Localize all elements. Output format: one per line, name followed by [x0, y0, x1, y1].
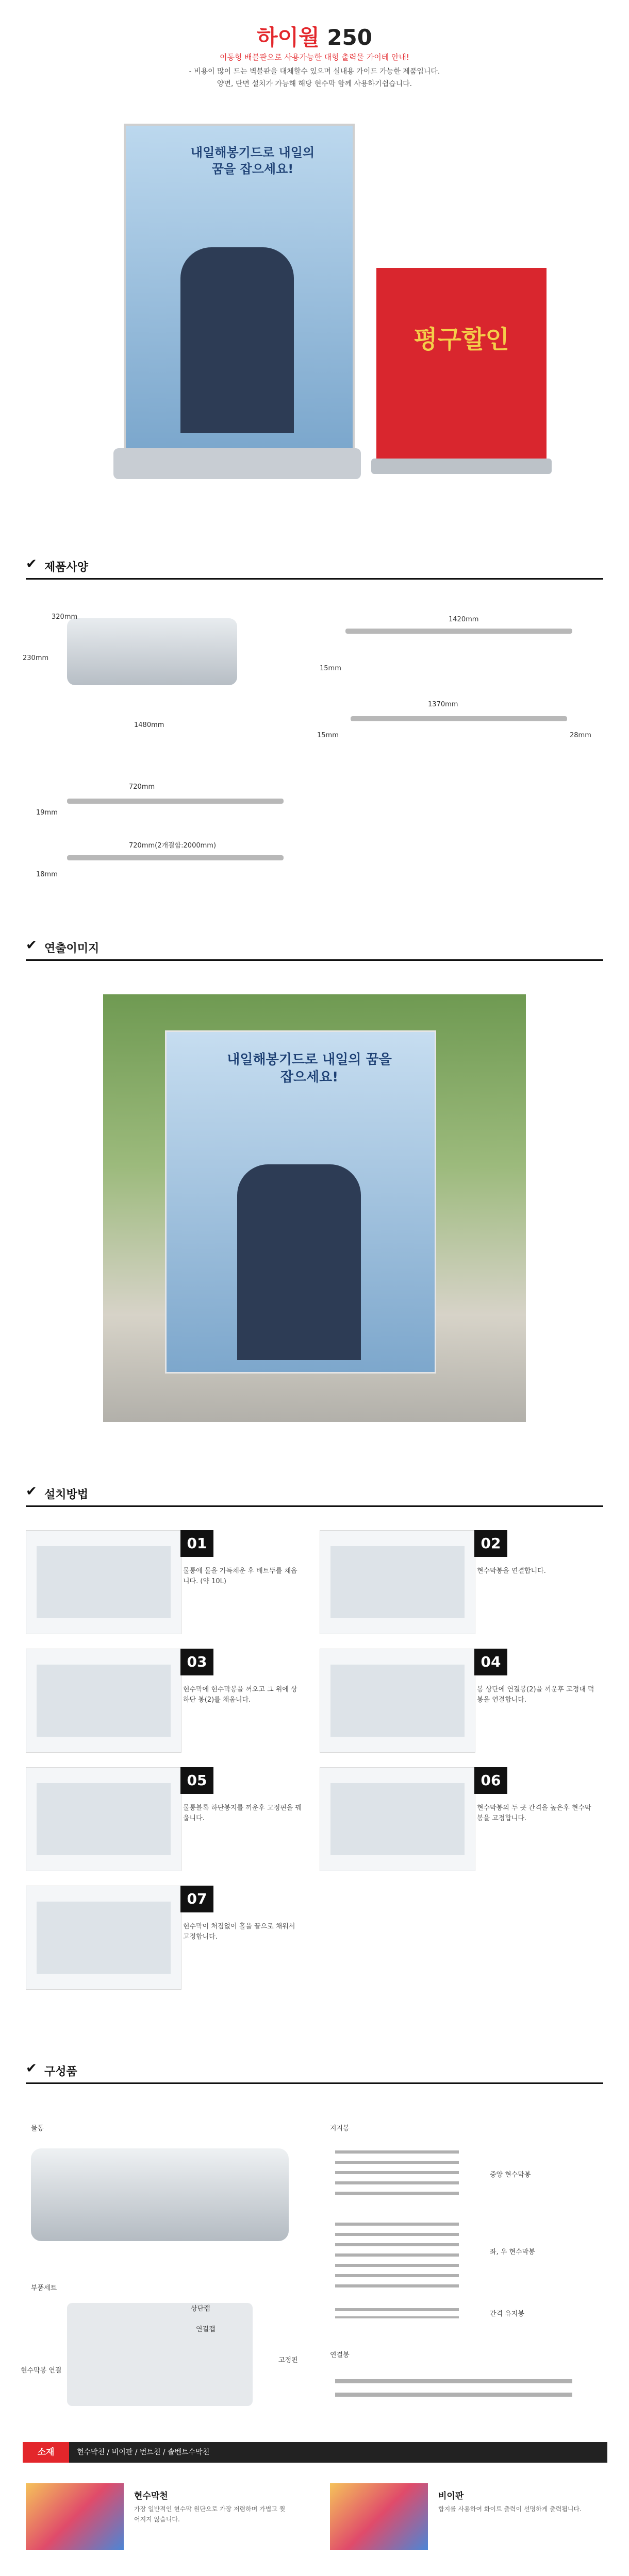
material-option: [26, 2483, 294, 2555]
section-spec-title: 제품사양: [44, 561, 89, 574]
check-icon: ✔: [26, 1484, 37, 1499]
step-text: 현수막이 처짐없이 홀을 끝으로 채워서 고정합니다.: [183, 1923, 295, 1941]
hero-poster: [376, 268, 547, 464]
page-title: [0, 21, 629, 52]
dim-label: 15mm: [320, 665, 341, 672]
step-text: 물통블록 하단봉지를 끼운후 고정핀을 꿰웁니다.: [183, 1804, 302, 1822]
step-text: 현수막봉을 연결합니다.: [477, 1567, 546, 1575]
subtitle-red: 이동형 배블판으로 사용가능한 대형 출력물 가이테 안내!: [220, 53, 409, 62]
divider: [26, 578, 603, 580]
divider: [26, 2082, 603, 2084]
dim-label: 720mm: [129, 783, 155, 791]
step-number: 07: [180, 1886, 213, 1912]
hero-banner-text: 내일해봉기드로 내일의 꿈을 잡으세요!: [190, 145, 315, 176]
step-image: [320, 1767, 475, 1871]
subtitle-line2: - 비용이 많이 드는 벽블판을 대체할수 있으며 실내용 가이드 가능한 제품입니다.: [189, 67, 440, 76]
section-compose-title: 구성품: [44, 2065, 77, 2078]
material-swatch: [330, 2483, 428, 2550]
dim-label: 1420mm: [449, 616, 479, 623]
material-desc: 가장 일반적인 현수막 원단으로 가장 저렴하며 가볍고 찢어지지 않습니다.: [134, 2505, 286, 2523]
dim-label: 1370mm: [428, 701, 458, 708]
dim-label: 1480mm: [134, 721, 164, 729]
compose-label-base: 물통: [31, 2125, 44, 2132]
compose-parts-image: [67, 2303, 253, 2406]
material-label: 소재: [23, 2442, 69, 2463]
hero-poster-base: [371, 459, 552, 474]
dim-label: 320mm: [52, 613, 78, 621]
example-photo: [103, 994, 526, 1422]
compose-part-label: 고정핀: [278, 2357, 298, 2364]
spec-pole-bottom: [351, 716, 567, 721]
section-compose: [26, 2056, 603, 2087]
dim-label: 18mm: [36, 871, 58, 878]
section-example: [26, 933, 603, 963]
title-black: 250: [327, 25, 372, 50]
step-number: 05: [180, 1767, 213, 1794]
step-image: [26, 1767, 181, 1871]
check-icon: ✔: [26, 556, 37, 572]
compose-pole-label: 중앙 현수막봉: [490, 2171, 531, 2179]
step-text: 현수막에 현수막봉을 꺼오고 그 위에 상 하단 봉(2)를 채웁니다.: [183, 1686, 297, 1704]
dim-label: 15mm: [317, 732, 339, 739]
check-icon: ✔: [26, 2061, 37, 2076]
step-text: 물통에 물을 가득채운 후 배트뚜를 채웁니다. (약 10L): [183, 1567, 297, 1585]
compose-connector-rods: [335, 2370, 572, 2401]
compose-pole-label: 간격 유지봉: [490, 2310, 524, 2318]
step-number: 06: [474, 1767, 507, 1794]
step-number: 01: [180, 1530, 213, 1557]
step-image: [26, 1649, 181, 1753]
section-spec: [26, 551, 603, 582]
compose-part-label: 상단캡: [191, 2305, 210, 2313]
subtitle-line3: 양면, 단면 설치가 가능해 해당 현수막 함께 사용하기쉽습니다.: [217, 80, 412, 88]
compose-poles-mid: [335, 2215, 459, 2287]
step-image: [320, 1649, 475, 1753]
compose-part-label: 현수막봉 연결: [21, 2367, 62, 2375]
step-number: 03: [180, 1649, 213, 1675]
step-image: [320, 1530, 475, 1634]
material-swatch: [26, 2483, 124, 2550]
spec-rod-1: [67, 799, 284, 804]
spec-base-image: [67, 618, 237, 685]
material-name: 비이판: [438, 2491, 464, 2501]
compose-base-image: [31, 2148, 289, 2241]
material-name: 현수막천: [134, 2491, 168, 2501]
hero-banner-stand: [103, 124, 371, 484]
step-text: 현수막봉의 두 곳 간격을 높은후 현수막봉을 고정합니다.: [477, 1804, 591, 1822]
step-image: [26, 1530, 181, 1634]
compose-pole-label: 좌, 우 현수막봉: [490, 2248, 535, 2256]
check-icon: ✔: [26, 938, 37, 953]
compose-poles-bot: [335, 2303, 459, 2318]
dim-label: 720mm(2개결합:2000mm): [129, 842, 217, 850]
compose-part-label: 연결캡: [196, 2326, 216, 2333]
spec-pole-top: [345, 629, 572, 634]
step-number: 04: [474, 1649, 507, 1675]
step-image: [26, 1886, 181, 1990]
step-text: 봉 상단에 연결봉(2)을 끼운후 고정대 덕봉을 연결합니다.: [477, 1686, 594, 1704]
section-install: [26, 1479, 603, 1510]
divider: [26, 1505, 603, 1507]
example-banner-text: 내일해봉기드로 내일의 꿈을 잡으세요!: [227, 1052, 392, 1085]
material-options-line: 현수막천 / 비이판 / 번트천 / 솔벤트수막천: [77, 2448, 210, 2456]
dim-label: 230mm: [23, 654, 49, 662]
hero-poster-text: 평구할인: [413, 325, 509, 354]
spec-rod-2: [67, 855, 284, 860]
compose-label-parts: 부품세트: [31, 2284, 57, 2292]
dim-label: 28mm: [570, 732, 591, 739]
section-example-title: 연출이미지: [44, 942, 100, 955]
material-option: [330, 2483, 598, 2555]
compose-label-pole: 지지봉: [330, 2125, 350, 2132]
material-row: [23, 2442, 607, 2463]
section-install-title: 설치방법: [44, 1488, 89, 1501]
title-red: 하이월: [256, 25, 327, 50]
compose-poles-top: [335, 2143, 459, 2200]
divider: [26, 959, 603, 961]
step-number: 02: [474, 1530, 507, 1557]
material-desc: 합지를 사용하여 화이트 출력이 선명하게 출력됩니다.: [438, 2505, 582, 2513]
dim-label: 19mm: [36, 809, 58, 817]
compose-label-other: 연결봉: [330, 2351, 350, 2359]
